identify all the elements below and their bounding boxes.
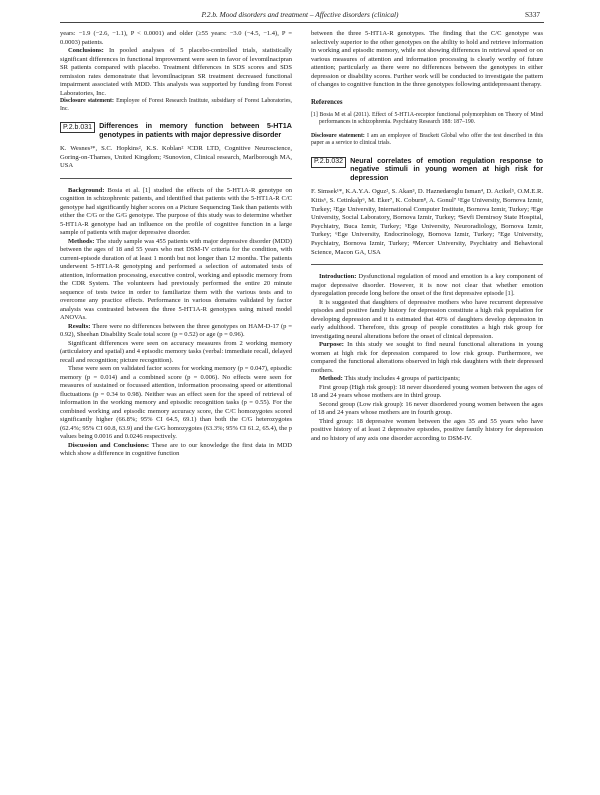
abstract-heading [60,122,292,139]
method-text: This study includes 4 groups of participants; [342,375,460,383]
reference-item: [1] Bosia M et al (2011). Effect of 5-HT1A-receptor functional polymorphism on Theory of Mind performances in schizophrenia. Psychiatry Research 188: 187–190. [311,112,543,126]
authors-affiliations: F. Simsek¹*, K.A.Y.A. Oguz², S. Akan³, D. Haznedaroglu Isman⁴, D. Acikel⁵, O.M.E.R. Kitis⁶, S. Cetinkalp⁶, M. Eker⁷, K. Coburn⁸, A. Gonul⁷ ¹Ege University, Bornova Izmir, Turkey; ²Ege University, International Computer Institute, Bornova Izmir, Turkey; ³Ege University, Social Laboratory, Bornova Izmir, Turkey; ⁴Sevfi Demirsoy State Hospital, Psychiatry, Buca Izmir, Turkey; ⁵Ege University, Neuroradiology, Bornova Izmir, Turkey; ⁶Ege University, Endocrinology, Bornova Izmir, Turkey; ⁷Ege University, Psychiatry, Bornova Izmir, Turkey; ⁸Mercer University, Psychiatry and Behavioral Science, Macon GA, USA [311,188,543,256]
results-paragraph [60,323,292,340]
right-column [311,30,543,443]
abstract-heading [311,157,543,183]
introduction-label: Introduction: [319,273,357,281]
group-2-paragraph: Second group (Low risk group): 16 never disordered young women between the ages of 18 and 24 years whose mothers are in fourth group. [311,400,543,417]
results-paragraph-2: Significant differences were seen on accuracy measures from 2 working memory (articulatory and spatial) and 4 episodic memory tasks (verbal: immediate recall, delayed recall and recognition; picture recognition). [60,339,292,364]
conclusions-text: In pooled analyses of 5 placebo-controlled trials, statistically significant differences in functional improvement were seen in favor of levomilnacipran SR patients compared with placebo. Treatment differences in SDS scores and SDS remission rates demonstrate that levomilnacipran SR treatment decreased functional impairment associated with MDD. This analysis was supported by funding from Forest Laboratories, Inc. [60,47,292,97]
abstract-id: P.2.b.031 [60,122,95,133]
abstract-title: Differences in memory function between 5-HT1A genotypes in patients with major depressive disorder [99,121,292,139]
method-label: Method: [319,375,343,383]
disclosure-text: Employee of Forest Research Institute, subsidiary of Forest Laboratories, Inc. [60,98,292,112]
abstract-id: P.2.b.032 [311,157,346,168]
background-text: Bosia et al. [1] studied the effects of the 5-HT1A-R genotype on cognition in schizophrenic patients, and identified that patients with the 5-HT1A-R C/C genotype had significantly higher scores on a Picture Sequencing Task than patients with either the C/G or the G/G genotype. The purpose of this study was to determine whether 5-HT1A-R genotype had an influence on the profile of cognitive function in a large sample of patients with major depressive disorder. [60,186,292,237]
purpose-label: Purpose: [319,341,344,349]
results-text: There were no differences between the three genotypes on HAM-D-17 (p = 0.92), Sheehan Disability Scale total score (p = 0.52) or age (p = 0.96). [60,322,292,339]
methods-text: The study sample was 455 patients with major depressive disorder (MDD) between the ages of 18 and 55 years who met DSM-IV criteria for the condition, with current-episode duration of at least 1 month but not longer than 12 months. The patients underwent 5-HT1A-R genotyping and performed a selection of automated tests of attention, information processing, executive control, working and episodic memory from the CDR System. The volunteers had previously performed the entire 20 minute sequence of tests twice in order to familiarize them with the various tests and to overcome any practice effects. Performance in various domains validated by factor analysis was contrasted between the three 5-HT1A-R genotypes using mixed model ANOVAs. [60,237,292,322]
methods-paragraph [60,238,292,323]
group-3-paragraph: Third group: 18 depressive women between the ages 35 and 55 years who have positive history of at least 2 depressive episodes, positive family history for depression and no history of any axis one disorder according to DSM-IV. [311,417,543,442]
disclosure-statement [311,133,543,148]
method-paragraph [311,375,543,384]
continued-text: between the three 5-HT1A-R genotypes. The finding that the C/C genotype was selectively superior to the other genotypes on the ability to hold and retrieve information in working and episodic memory, while not showing differences in retrieval speed or on various measures of attention and information processing is clearly worthy of future attention; particularly as there were no differences between the genotypes in either depression or disability scores. Further work will be conducted to investigate the pattern of changes to cognitive function in the three genotypes following antidepressant therapy. [311,30,543,88]
continued-text: years: −1.9 (−2.6, −1.1), P < 0.0001) and older (≥55 years: −3.0 (−4.5, −1.4), P = 0.0003) patients. [60,30,292,46]
background-paragraph [60,187,292,238]
methods-label: Methods: [68,237,95,245]
discussion-paragraph [60,442,292,459]
disclosure-statement [60,98,292,113]
page-number: S337 [524,10,540,19]
purpose-text: In this study we sought to find neural functional alterations in young women at high risk for depression compared to low risk group. Furthermore, we compared the functional alterations observed in high risk daughters with their depressed mothers. [311,341,543,374]
references-heading: References [311,98,343,106]
results-paragraph-3: These were seen on validated factor scores for working memory (p = 0.047), episodic memory (p = 0.014) and a combined score (p = 0.006). No effects were seen for measures of sustained or focussed attention, information processing speed or attentional fluctuations (p = 0.34 to 0.98). Neither was an effect seen for the speed of retrieval of information in the working memory and episodic recognition tasks (p = 0.55). For the combined working and episodic memory accuracy score, the C/C homozygotes scored significantly higher (66.8%; 95% CI 64.5, 69.1) than both the C/G heterozygotes (62.4%; 95% CI 60.8, 63.9) and the G/G homozygotes (63.3%; 95% CI 61.2, 65.4), the p values being 0.0016 and 0.0246 respectively. [60,365,292,441]
disclosure-label: Disclosure statement: [60,98,114,104]
abstract-title: Neural correlates of emotion regulation response to negative stimuli in young women at high risk for depression [350,155,543,182]
discussion-text: These are to our knowledge the first data in MDD which show a difference in cognitive function [60,441,292,458]
discussion-label: Discussion and Conclusions: [68,441,150,449]
conclusions-paragraph [60,47,292,98]
introduction-text: Dysfunctional regulation of mood and emotion is a key component of major depressive disorder. However, it is now not clear that whether emotion dysregulation precede long before the onset of the first depressive episode [1]. [311,273,543,298]
section-divider [60,178,292,179]
conclusions-label: Conclusions: [68,47,104,54]
left-column [60,30,292,459]
introduction-paragraph-2: It is suggested that daughters of depressive mothers who have recurrent depressive episodes and positive family history for depression constitute a high risk population for developing depression and it is estimated that 40% of daughters develop depression in early adulthood. Therefore, this group of people constitutes a high risk group for investigating neural alterations before the onset of clinical depression. [311,298,543,340]
section-divider [311,264,543,265]
authors-affiliations: K. Wesnes¹*, S.C. Hopkins², K.S. Koblan² ¹CDR LTD, Cognitive Neuroscience, Goring-on-Thames, United Kingdom; ²Sunovion, Clinical research, Marlborough MA, USA [60,145,292,170]
header-rule [60,22,544,23]
background-label: Background: [68,186,105,194]
disclosure-label: Disclosure statement: [311,132,365,139]
introduction-paragraph [311,273,543,299]
results-label: Results: [68,322,91,330]
disclosure-text: I am an employee of Brackett Global who offer the test described in this paper as a service to clinical trials. [311,132,543,147]
running-title: P.2.b. Mood disorders and treatment – Affective disorders (clinical) [201,10,399,19]
purpose-paragraph [311,341,543,375]
group-1-paragraph: First group (High risk group): 18 never disordered young women between the ages of 18 and 24 years whose mothers are in third group. [311,383,543,400]
